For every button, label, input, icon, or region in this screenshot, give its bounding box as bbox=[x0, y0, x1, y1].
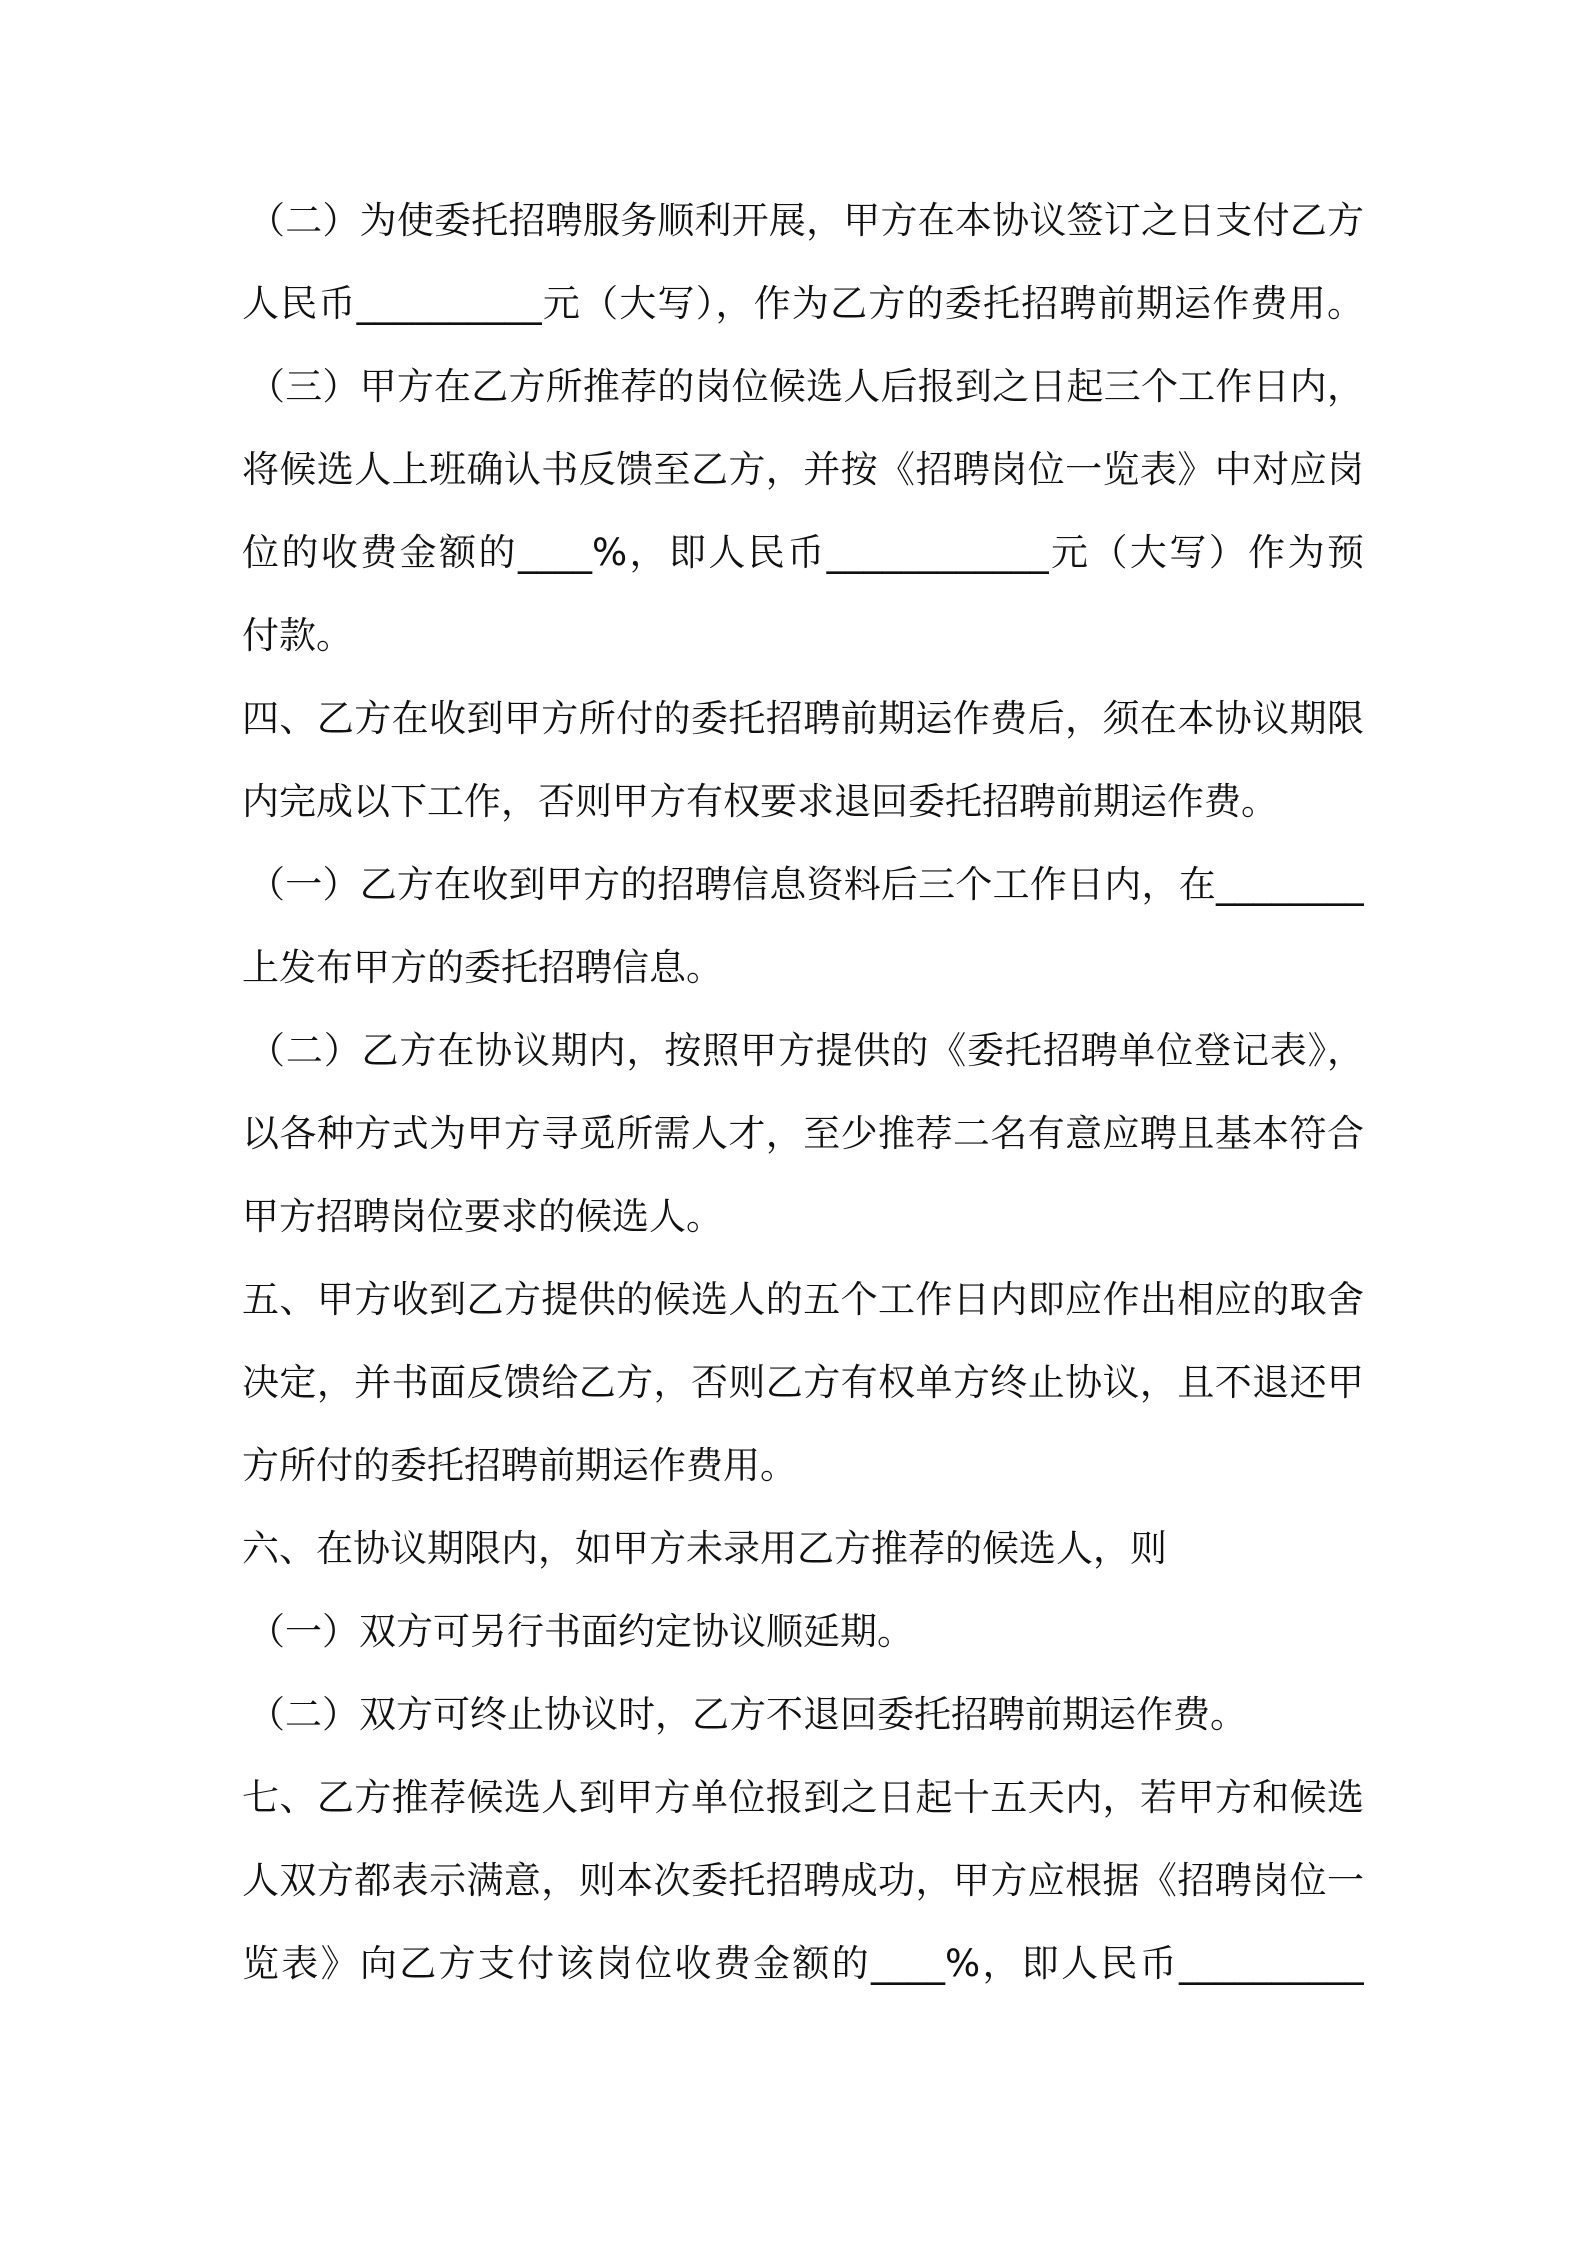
paragraph-line: 人双方都表示满意，则本次委托招聘成功，甲方应根据《招聘岗位一 bbox=[242, 1860, 1364, 1902]
paragraph-line: 内完成以下工作，否则甲方有权要求退回委托招聘前期运作费。 bbox=[242, 781, 1278, 823]
paragraph-line: 付款。 bbox=[242, 615, 353, 657]
document-body bbox=[242, 200, 1364, 2026]
paragraph-line: 将候选人上班确认书反馈至乙方，并按《招聘岗位一览表》中对应岗 bbox=[242, 449, 1364, 491]
paragraph-line: 五、甲方收到乙方提供的候选人的五个工作日内即应作出相应的取舍 bbox=[242, 1279, 1364, 1321]
paragraph-line: （二）为使委托招聘服务顺利开展，甲方在本协议签订之日支付乙方 bbox=[248, 200, 1364, 242]
paragraph-line: （一）乙方在收到甲方的招聘信息资料后三个工作日内，在________ bbox=[248, 864, 1364, 906]
paragraph-line: （二）双方可终止协议时，乙方不退回委托招聘前期运作费。 bbox=[248, 1694, 1247, 1736]
paragraph-line: （三）甲方在乙方所推荐的岗位候选人后报到之日起三个工作日内， bbox=[248, 366, 1364, 408]
paragraph-line: 四、乙方在收到甲方所付的委托招聘前期运作费后，须在本协议期限 bbox=[242, 698, 1364, 740]
paragraph-line: 决定，并书面反馈给乙方，否则乙方有权单方终止协议，且不退还甲 bbox=[242, 1362, 1364, 1404]
paragraph-line: 上发布甲方的委托招聘信息。 bbox=[242, 947, 723, 989]
paragraph-line: 览表》向乙方支付该岗位收费金额的____%，即人民币__________ bbox=[242, 1943, 1364, 1985]
paragraph-line: 方所付的委托招聘前期运作费用。 bbox=[242, 1445, 797, 1487]
paragraph-line: 位的收费金额的____%，即人民币____________元（大写）作为预 bbox=[242, 532, 1364, 574]
paragraph-line: 六、在协议期限内，如甲方未录用乙方推荐的候选人，则 bbox=[242, 1528, 1167, 1570]
paragraph-line: 甲方招聘岗位要求的候选人。 bbox=[242, 1196, 723, 1238]
paragraph-line: 七、乙方推荐候选人到甲方单位报到之日起十五天内，若甲方和候选 bbox=[242, 1777, 1364, 1819]
paragraph-line: （二）乙方在协议期内，按照甲方提供的《委托招聘单位登记表》， bbox=[248, 1030, 1364, 1072]
paragraph-line: 人民币__________元（大写），作为乙方的委托招聘前期运作费用。 bbox=[242, 283, 1364, 325]
paragraph-line: （一）双方可另行书面约定协议顺延期。 bbox=[248, 1611, 914, 1653]
paragraph-line: 以各种方式为甲方寻觅所需人才，至少推荐二名有意应聘且基本符合 bbox=[242, 1113, 1364, 1155]
